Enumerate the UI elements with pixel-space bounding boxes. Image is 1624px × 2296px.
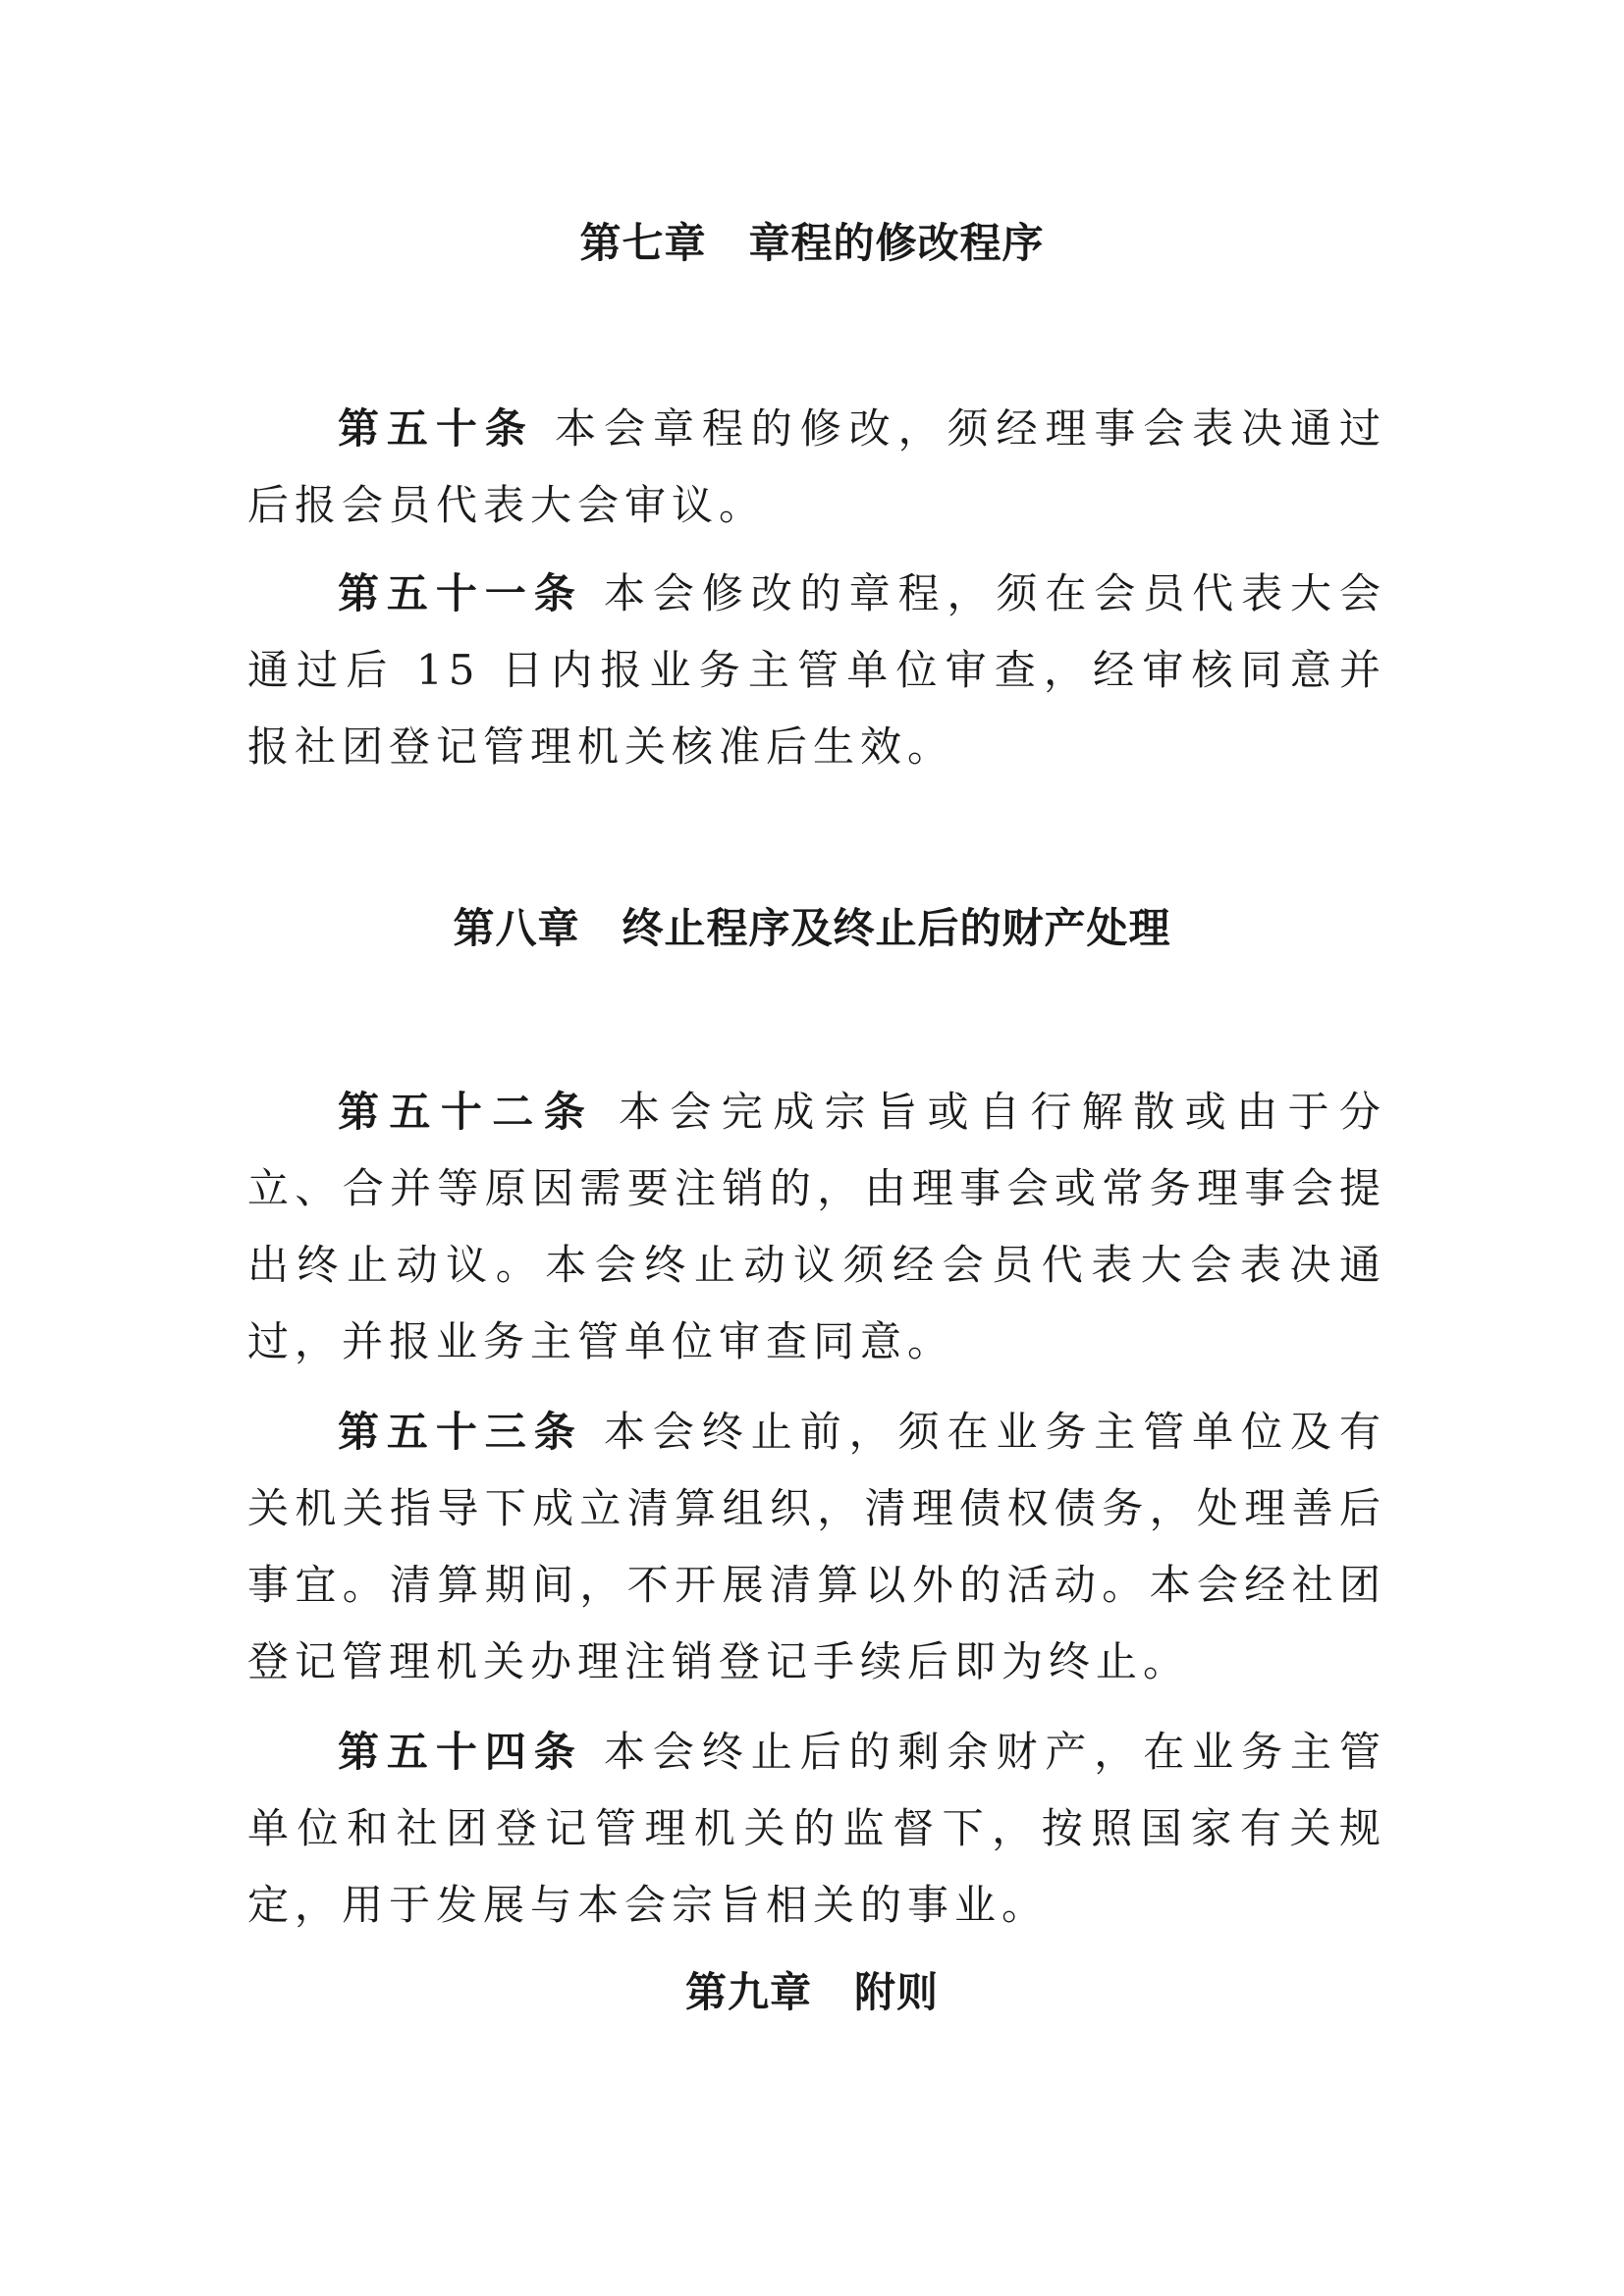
article-text: 本会终止后的剩余财产，在业务主管单位和社团登记管理机关的监督下，按照国家有关规定，用于发展与本会宗旨相关的事业。 [247, 1728, 1386, 1929]
article-text: 本会修改的章程，须在会员代表大会通过后 15 日内报业务主管单位审查，经审核同意并报社团登记管理机关核准后生效。 [247, 569, 1386, 771]
article-53 [247, 1394, 1386, 1700]
article-50 [247, 391, 1386, 544]
article-number: 第五十条 [338, 404, 534, 453]
article-text: 本会章程的修改，须经理事会表决通过后报会员代表大会审议。 [247, 404, 1386, 529]
article-text: 本会完成宗旨或自行解散或由于分立、合并等原因需要注销的，由理事会或常务理事会提出终止动议。本会终止动议须经会员代表大会表决通过，并报业务主管单位审查同意。 [247, 1088, 1386, 1365]
chapter-8-title: 第八章 终止程序及终止后的财产处理 [453, 904, 1171, 952]
article-text: 本会终止前，须在业务主管单位及有关机关指导下成立清算组织，清理债权债务，处理善后事宜。清算期间，不开展清算以外的活动。本会经社团登记管理机关办理注销登记手续后即为终止。 [247, 1408, 1386, 1685]
article-52 [247, 1074, 1386, 1380]
article-54 [247, 1714, 1386, 1944]
chapter-7-title: 第七章 章程的修改程序 [579, 219, 1045, 267]
article-number: 第五十一条 [338, 569, 583, 617]
article-51 [247, 556, 1386, 785]
article-number: 第五十三条 [338, 1408, 583, 1456]
article-number: 第五十二条 [338, 1088, 596, 1136]
article-number: 第五十四条 [338, 1728, 583, 1776]
chapter-9-title: 第九章 附则 [684, 1968, 939, 2016]
